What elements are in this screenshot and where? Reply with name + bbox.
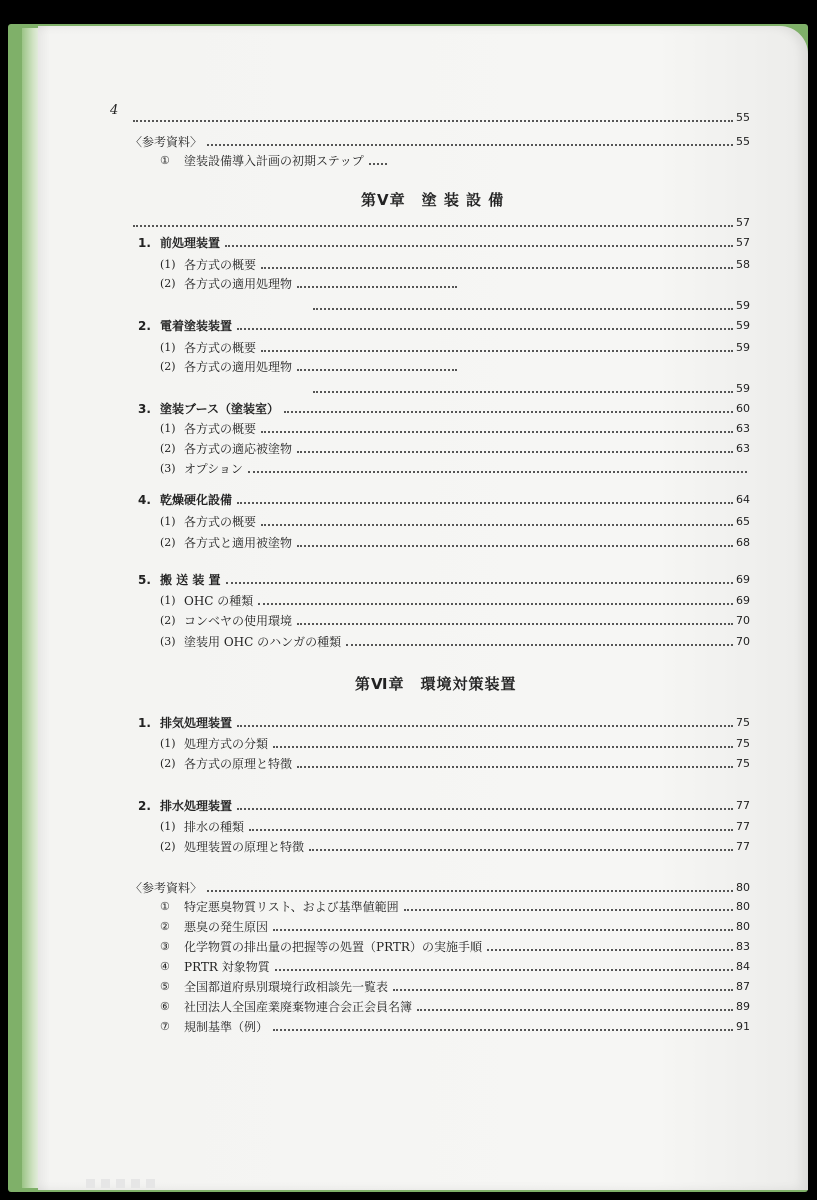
chapter-title: 第Ⅵ章 環境対策装置	[355, 675, 517, 693]
dot-leader	[225, 245, 733, 247]
dot-leader	[284, 411, 733, 413]
dot-leader	[297, 545, 733, 547]
dot-leader	[207, 144, 733, 146]
toc-section: 3. 塗装ブース（塗装室） 60	[138, 402, 750, 416]
dot-leader	[297, 623, 733, 625]
toc-section: 1. 前処理装置 57	[138, 236, 750, 250]
dot-leader	[258, 603, 733, 605]
dot-leader	[248, 471, 747, 473]
toc-item: (2) コンベヤの使用環境 70	[160, 614, 750, 628]
dot-leader	[297, 451, 733, 453]
toc-item: (1) 各方式の概要 58	[160, 258, 750, 272]
dot-leader	[133, 120, 733, 122]
toc-item: (1) 排水の種類 77	[160, 820, 750, 834]
dot-leader	[207, 890, 733, 892]
dot-leader	[275, 969, 733, 971]
toc-item: (2) 各方式の原理と特徴 75	[160, 757, 750, 771]
toc-item: (3) オプション	[160, 460, 750, 478]
toc-item: (2) 各方式の適用処理物	[160, 275, 460, 293]
scan-marks	[86, 1179, 155, 1188]
toc-item: (3) 塗装用 OHC のハンガの種類 70	[160, 635, 750, 649]
toc-section: 2. 電着塗装装置 59	[138, 319, 750, 333]
toc-item: ⑥ 社団法人全国産業廃棄物連合会正会員名簿 89	[160, 1000, 750, 1014]
dot-leader	[273, 746, 733, 748]
toc-entry: 59	[310, 380, 750, 398]
dot-leader	[297, 766, 733, 768]
toc-item: (1) 各方式の概要 65	[160, 515, 750, 529]
dot-leader	[261, 267, 733, 269]
toc-item: ④ PRTR 対象物質 84	[160, 960, 750, 974]
toc-item: (1) 処理方式の分類 75	[160, 737, 750, 751]
dot-leader	[237, 725, 733, 727]
toc-item: ③ 化学物質の排出量の把握等の処置（PRTR）の実施手順 83	[160, 940, 750, 954]
dot-leader	[393, 989, 733, 991]
toc-section: 5. 搬 送 装 置 69	[138, 573, 750, 587]
toc-item: (1) 各方式の概要 59	[160, 341, 750, 355]
dot-leader	[313, 308, 733, 310]
toc-item: ① 特定悪臭物質リスト、および基準値範囲 80	[160, 900, 750, 914]
dot-leader	[226, 582, 733, 584]
toc-section: 2. 排水処理装置 77	[138, 799, 750, 813]
dot-leader	[273, 1029, 733, 1031]
toc-item: (1) 各方式の概要 63	[160, 422, 750, 436]
dot-leader	[417, 1009, 733, 1011]
dot-leader	[237, 328, 733, 330]
toc-item: ② 悪臭の発生原因 80	[160, 920, 750, 934]
toc-item: ⑦ 規制基準（例） 91	[160, 1020, 750, 1034]
chapter-title: 第Ⅴ章 塗 装 設 備	[361, 191, 505, 209]
dot-leader	[404, 909, 733, 911]
toc-item: (2) 処理装置の原理と特徴 77	[160, 840, 750, 854]
dot-leader	[261, 350, 733, 352]
dot-leader	[237, 808, 733, 810]
dot-leader	[297, 369, 457, 371]
toc-entry: 55	[130, 109, 750, 127]
toc-item: (2) 各方式と適用被塗物 68	[160, 536, 750, 550]
toc-section: 4. 乾燥硬化設備 64	[138, 493, 750, 507]
dot-leader	[261, 431, 733, 433]
toc-item: (2) 各方式の適応被塗物 63	[160, 442, 750, 456]
page-number: 4	[110, 103, 119, 118]
toc-entry-reference-heading: 〈参考資料〉 55	[130, 135, 750, 149]
dot-leader	[133, 225, 733, 227]
dot-leader	[346, 644, 733, 646]
dot-leader	[487, 949, 733, 951]
dot-leader	[309, 849, 733, 851]
toc-item: ⑤ 全国都道府県別環境行政相談先一覧表 87	[160, 980, 750, 994]
dot-leader	[249, 829, 733, 831]
toc-item: (2) 各方式の適用処理物	[160, 358, 460, 376]
toc-section: 1. 排気処理装置 75	[138, 716, 750, 730]
dot-leader	[273, 929, 733, 931]
dot-leader	[237, 502, 733, 504]
toc-item: (1) OHC の種類 69	[160, 594, 750, 608]
dot-leader	[261, 524, 733, 526]
dot-leader	[313, 391, 733, 393]
dot-leader	[297, 286, 457, 288]
dot-leader	[369, 163, 387, 165]
toc-entry: 59	[310, 297, 750, 315]
toc-entry-reference-heading: 〈参考資料〉 80	[130, 881, 750, 895]
toc-entry: 57	[130, 214, 750, 232]
toc-entry: ① 塗装設備導入計画の初期ステップ	[160, 152, 390, 170]
